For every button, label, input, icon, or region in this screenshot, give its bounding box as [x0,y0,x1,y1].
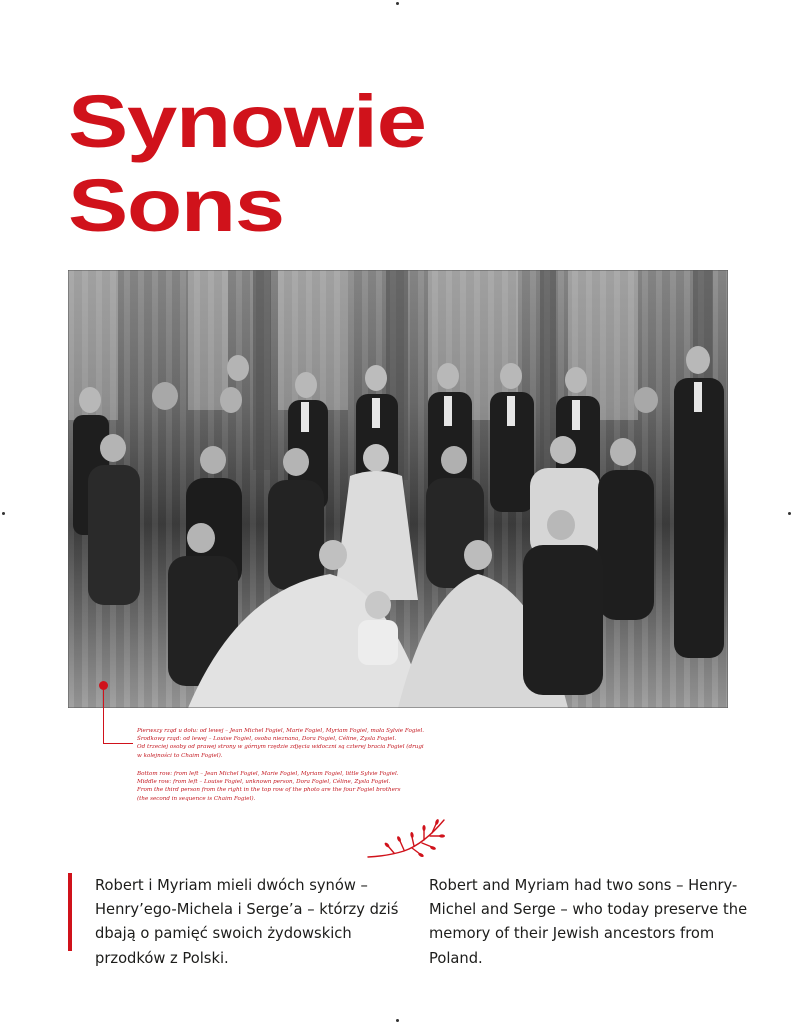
leaf-sprig-icon [366,816,450,862]
body-text-polish: Robert i Myriam mieli dwóch synów – Henry’ego-Michela i Serge’a – którzy dziś dbają o pamięć swoich żydowskich przodków z Polski. [95,877,399,967]
accent-bar [68,873,72,951]
caption-english [137,770,437,803]
crop-mark-top [396,2,399,5]
crop-mark-right [788,512,791,515]
caption-line: Od trzeciej osoby od prawej strony w górnym rzędzie zdjęcia widoczni są czterej bracia Fogiel (drugi [137,744,424,751]
caption-line: w kolejności to Chaim Fogiel). [137,752,223,759]
caption-line: Bottom row: from left – Jean Michel Fogiel, Marie Fogiel, Myriam Fogiel, little Sylvie Fogiel. [137,771,399,777]
caption-line: Middle row: from left – Louise Fogiel, unknown person, Dora Fogiel, Céline, Zysla Fogiel. [137,779,391,786]
body-text-english: Robert and Myriam had two sons – Henry-Michel and Serge – who today preserve the memory of their Jewish ancestors from Poland. [429,877,748,967]
caption-leader-line [103,690,104,744]
crop-mark-left [2,512,5,515]
caption-line: Środkowy rząd: od lewej – Louise Fogiel, osoba nieznana, Dora Fogiel, Céline, Zysla Fogiel. [137,736,397,743]
caption-leader-line-horizontal [103,743,133,744]
caption-line: Pierwszy rząd u dołu: od lewej – Jean Michel Fogiel, Marie Fogiel, Myriam Fogiel, mała Sylvie Fogiel. [137,728,425,734]
page-title [68,80,426,248]
caption-marker-dot [99,681,108,690]
title-polish: Synowie [68,80,426,163]
crop-mark-bottom [396,1019,399,1022]
caption-line: From the third person from the right in the top row of the photo are the four Fogiel brothers [137,787,401,794]
family-photo-icon [68,270,728,708]
caption-line: (the second in sequence is Chaim Fogiel). [137,795,256,802]
caption-polish [137,727,437,760]
title-english: Sons [68,164,284,247]
family-photo [68,270,728,708]
